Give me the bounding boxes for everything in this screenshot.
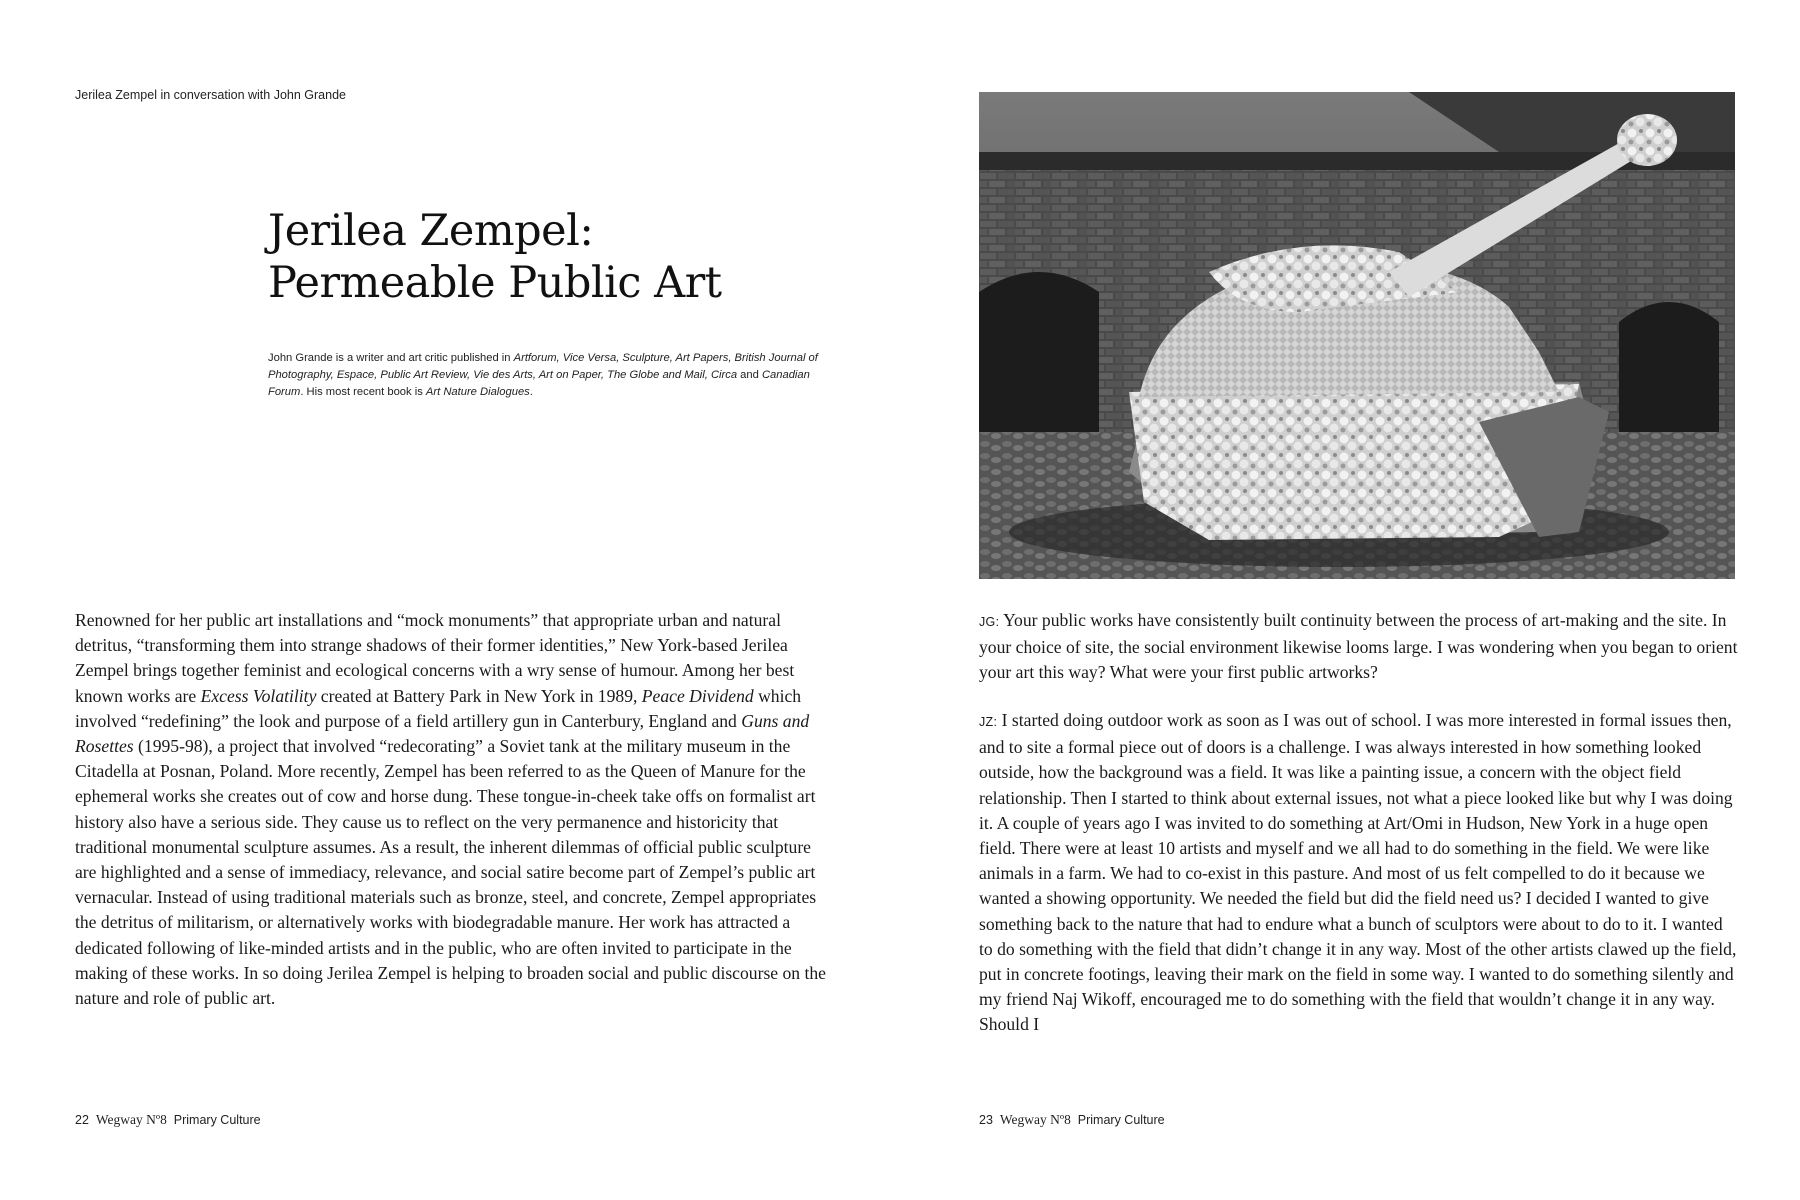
running-head: Jerilea Zempel in conversation with John Grande [75, 88, 346, 102]
interview-answer [979, 708, 1739, 1038]
bio-segment-italic: Artforum, Vice Versa, Sculpture, Art Papers, British Journal of Photography, Espace, Public Art Review, Vie des Arts, Art on Paper, The Globe and Mail, Circa [268, 352, 818, 381]
section-name: Primary Culture [173, 1113, 261, 1127]
publication-name: Wegway Nº8 [999, 1112, 1071, 1127]
section-name: Primary Culture [1077, 1113, 1165, 1127]
bio-segment: . His most recent book is [300, 386, 426, 398]
intro-segment: Renowned for her public art installations and “mock monuments” that appropriate urban and natural detritus, “transforming them into strange shadows of their former identities,” New York-based Jerilea Zempel brings together feminist and ecological concerns with a wry sense of humour. Among her best known works are [75, 610, 795, 706]
answer-text: I started doing outdoor work as soon as I was out of school. I was more interested in formal issues then, and to site a formal piece out of doors is a challenge. I was always interested in how something looked outside, how the background was a field. It was like a painting issue, a concern with the object field relationship. Then I started to think about external issues, not what a piece looked like but why I was doing it. A couple of years ago I was invited to do something at Art/Omi in Hudson, New York in a huge open field. There were at least 10 artists and myself and we all had to do something in the field. We were like animals in a farm. We had to co-exist in this pasture. And most of us felt compelled to do it because we wanted a showing opportunity. We needed the field but did the field need us? I decided I wanted to give something back to the nature that had to endure what a bunch of sculptors were about to do to it. I wanted to do something with the field that didn’t change it in any way. Most of the other artists clawed up the field, put in concrete footings, leaving their mark on the field in some way. I wanted to do something silently and my friend Naj Wikoff, encouraged me to do something with the field that wouldn’t change it in any way. Should I [979, 710, 1737, 1035]
intro-segment: created at Battery Park in New York in 1989, [316, 685, 642, 706]
speaker-label-jz: JZ: [979, 715, 998, 729]
work-title-italic: Excess Volatility [200, 685, 317, 706]
tank-photo [979, 92, 1735, 579]
page-number: 23 [979, 1113, 993, 1127]
bio-segment-italic: Canadian Forum [268, 369, 810, 398]
title-line-2: Permeable Public Art [268, 258, 722, 308]
work-title-italic: Peace Dividend [641, 685, 754, 706]
bio-segment: John Grande is a writer and art critic published in [268, 352, 514, 364]
page-number: 22 [75, 1113, 89, 1127]
speaker-label-jg: JG: [979, 615, 1000, 629]
bio-segment-italic: Art Nature Dialogues [425, 386, 530, 398]
author-bio [268, 350, 848, 401]
page-folio [75, 1112, 261, 1128]
work-title-italic: Guns and Rosettes [75, 710, 810, 757]
article-title [268, 205, 868, 309]
right-page [900, 0, 1800, 1200]
bio-segment: . [529, 386, 533, 398]
publication-name: Wegway Nº8 [95, 1112, 167, 1127]
page-folio [979, 1112, 1165, 1128]
bio-segment: and [737, 369, 762, 381]
intro-paragraph [75, 608, 835, 1011]
interview-question [979, 608, 1739, 686]
intro-segment: (1995-98), a project that involved “redecorating” a Soviet tank at the military museum in the Citadella at Posnan, Poland. More recently, Zempel has been referred to as the Queen of Manure for the ephemeral works she creates out of cow and horse dung. These tongue-in-cheek take offs on formalist art history also have a serious side. They cause us to reflect on the very permanence and historicity that traditional monumental sculpture assumes. As a result, the inherent dilemmas of official public sculpture are highlighted and a sense of immediacy, relevance, and social satire become part of Zempel’s public art vernacular. Instead of using traditional materials such as bronze, steel, and concrete, Zempel appropriates the detritus of militarism, or alternatively works with biodegradable manure. Her work has attracted a dedicated following of like-minded artists and in the public, who are often invited to participate in the making of these works. In so doing Jerilea Zempel is helping to broaden social and public discourse on the nature and role of public art. [75, 736, 826, 1009]
intro-segment: which involved “redefining” the look and purpose of a field artillery gun in Canterbury, England and [75, 685, 802, 731]
tank-illustration [979, 92, 1735, 579]
title-line-1: Jerilea Zempel: [268, 206, 594, 256]
question-text: Your public works have consistently built continuity between the process of art-making and the site. In your choice of site, the social environment likewise looms large. I was wondering when you began to orient your art this way? What were your first public artworks? [979, 610, 1738, 683]
